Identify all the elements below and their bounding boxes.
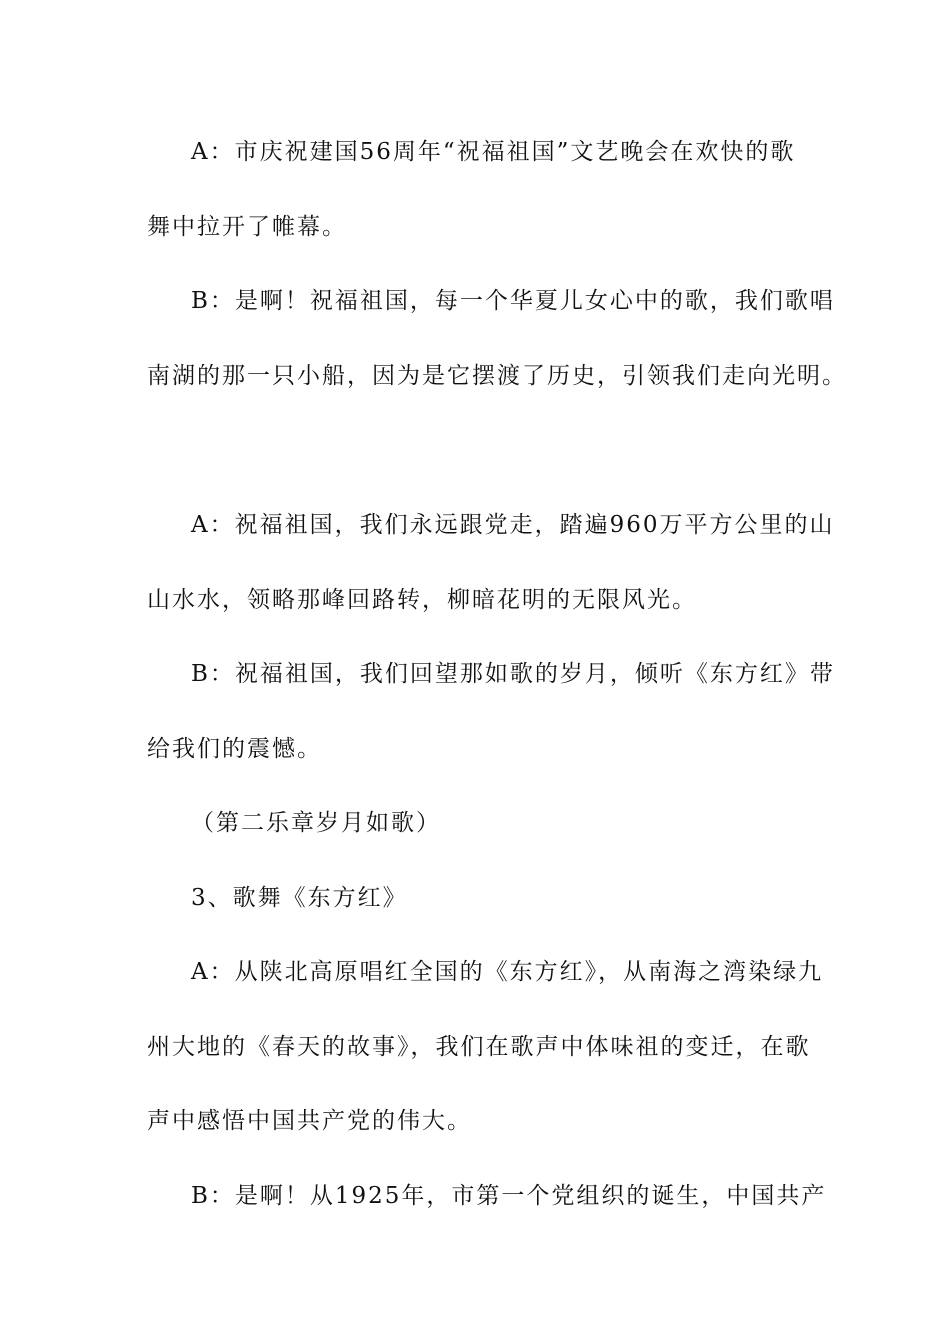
paragraph-line-2: 舞中拉开了帷幕。 bbox=[147, 214, 347, 240]
program-item: 3、歌舞《东方红》 bbox=[191, 885, 408, 911]
paragraph-line-10: 州大地的《春天的故事》，我们在歌声中体味祖的变迁，在歌 bbox=[147, 1034, 811, 1060]
paragraph-line-1: A：市庆祝建国56周年“祝福祖国”文艺晚会在欢快的歌 bbox=[191, 139, 796, 165]
paragraph-line-12: B：是啊！从1925年，市第一个党组织的诞生，中国共产 bbox=[191, 1183, 827, 1209]
paragraph-line-8: 给我们的震憾。 bbox=[147, 736, 322, 762]
paragraph-line-5: A：祝福祖国，我们永远跟党走，踏遍960万平方公里的山 bbox=[191, 512, 835, 538]
paragraph-line-7: B：祝福祖国，我们回望那如歌的岁月，倾听《东方红》带 bbox=[191, 661, 835, 687]
section-heading: （第二乐章岁月如歌） bbox=[191, 810, 441, 836]
paragraph-line-11: 声中感悟中国共产党的伟大。 bbox=[147, 1108, 472, 1134]
paragraph-line-6: 山水水，领略那峰回路转，柳暗花明的无限风光。 bbox=[147, 587, 697, 613]
paragraph-line-4: 南湖的那一只小船，因为是它摆渡了历史，引领我们走向光明。 bbox=[147, 363, 847, 389]
paragraph-line-3: B：是啊！祝福祖国，每一个华夏儿女心中的歌，我们歌唱 bbox=[191, 288, 835, 314]
paragraph-line-9: A：从陕北高原唱红全国的《东方红》，从南海之湾染绿九 bbox=[191, 959, 824, 985]
